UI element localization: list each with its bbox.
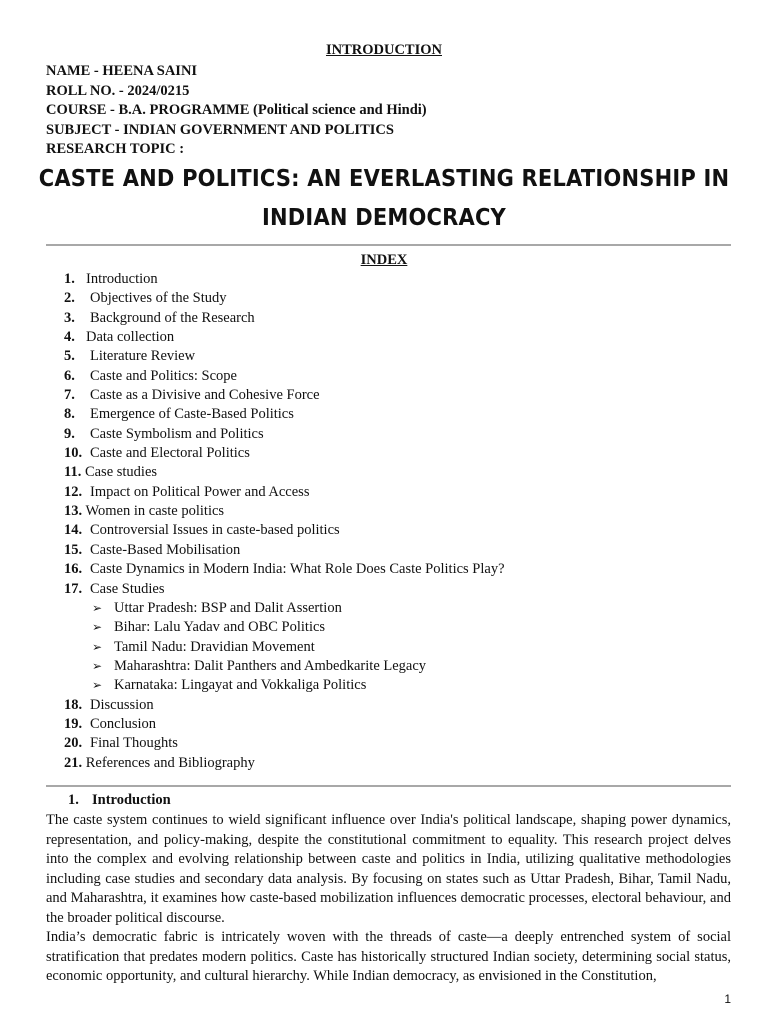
case-study-label: Karnataka: Lingayat and Vokkaliga Politics (114, 677, 367, 694)
index-item-label: Emergence of Caste-Based Politics (90, 406, 294, 423)
index-item-number: 20. (64, 735, 83, 752)
research-title-line-1: CASTE AND POLITICS: AN EVERLASTING RELATIONSHIP IN (38, 165, 730, 192)
index-item-label: Caste-Based Mobilisation (90, 541, 241, 558)
case-study-item (92, 599, 505, 618)
case-study-label: Tamil Nadu: Dravidian Movement (114, 638, 315, 655)
index-item (64, 386, 505, 405)
index-item-label: Objectives of the Study (90, 290, 227, 307)
index-item (64, 328, 505, 347)
index-item (64, 347, 505, 366)
arrow-bullet-icon: ➢ (92, 658, 103, 673)
index-item (64, 580, 505, 696)
section-heading-introduction (68, 792, 171, 809)
index-heading: INDEX (360, 252, 408, 268)
subject-name: SUBJECT - INDIAN GOVERNMENT AND POLITICS (46, 121, 394, 138)
index-item-label: Caste and Politics: Scope (90, 367, 237, 384)
index-item (64, 444, 505, 463)
index-item-number: 8. (64, 406, 75, 423)
introduction-heading: INTRODUCTION (325, 42, 442, 58)
index-item (64, 521, 505, 540)
index-item-label: Conclusion (90, 715, 157, 732)
index-item-label: Case studies (84, 464, 158, 481)
index-item-number: 19. (64, 715, 83, 732)
paragraph-1: The caste system continues to wield significant influence over India's political landscape, shaping power dynamics, representation, and policy-making, despite the constitutional commitment to equality. This research project delves into the complex and evolving relationship between caste and politics in India, utilizing qualitative methodologies including case studies and secondary data analysis. By focusing on states such as Uttar Pradesh, Bihar, Tamil Nadu, and Maharashtra, it examines how caste-based mobilization influences democratic processes, electoral behaviour, and the broader political discourse. (46, 812, 731, 926)
case-study-item (92, 676, 505, 695)
section-title: Introduction (92, 792, 171, 808)
index-item-label: Final Thoughts (90, 735, 178, 752)
index-item (64, 541, 505, 560)
index-item (64, 405, 505, 424)
index-item (64, 754, 505, 773)
index-item-number: 13. (64, 503, 83, 520)
case-study-label: Bihar: Lalu Yadav and OBC Politics (114, 619, 326, 636)
index-item (64, 425, 505, 444)
section-number: 1. (68, 792, 79, 808)
arrow-bullet-icon: ➢ (92, 600, 103, 615)
index-item-label: Literature Review (90, 348, 196, 365)
case-studies-sublist (64, 599, 505, 696)
index-item-label: Impact on Political Power and Access (90, 483, 310, 500)
index-list (64, 270, 505, 773)
research-title (0, 159, 768, 237)
index-item-label: References and Bibliography (85, 754, 255, 771)
index-item-number: 15. (64, 541, 83, 558)
research-title-line-2: INDIAN DEMOCRACY (262, 204, 506, 231)
arrow-bullet-icon: ➢ (92, 639, 103, 654)
index-item-number: 3. (64, 309, 75, 326)
index-item-label: Discussion (90, 696, 154, 713)
index-item (64, 715, 505, 734)
case-study-item (92, 657, 505, 676)
index-item-number: 4. (64, 329, 75, 346)
index-item-label: Background of the Research (90, 309, 255, 326)
case-study-item (92, 638, 505, 657)
index-item (64, 309, 505, 328)
arrow-bullet-icon: ➢ (92, 620, 103, 635)
case-study-item (92, 618, 505, 637)
case-study-label: Maharashtra: Dalit Panthers and Ambedkarite Legacy (114, 657, 427, 674)
index-item (64, 270, 505, 289)
divider-bottom (46, 785, 731, 787)
index-item-number: 18. (64, 696, 83, 713)
index-item (64, 289, 505, 308)
index-item-number: 11. (64, 464, 82, 481)
index-item (64, 696, 505, 715)
index-item (64, 463, 505, 482)
index-item-label: Women in caste politics (85, 503, 225, 520)
index-item (64, 502, 505, 521)
student-name: NAME - HEENA SAINI (46, 63, 198, 79)
index-item-number: 14. (64, 522, 83, 539)
index-item (64, 367, 505, 386)
index-item-number: 9. (64, 425, 75, 442)
index-item-number: 10. (64, 445, 83, 462)
index-item-number: 6. (64, 367, 75, 384)
course-name: COURSE - B.A. PROGRAMME (Political science and Hindi) (46, 102, 427, 118)
index-item (64, 734, 505, 753)
index-item-number: 5. (64, 348, 75, 365)
index-item-label: Controversial Issues in caste-based politics (90, 522, 340, 539)
index-item (64, 483, 505, 502)
index-item-label: Caste Symbolism and Politics (90, 425, 264, 442)
research-topic-label: RESEARCH TOPIC : (46, 141, 185, 157)
index-item-number: 21. (64, 754, 83, 771)
index-item-label: Introduction (86, 271, 158, 287)
section-body (46, 811, 731, 987)
divider-top (46, 244, 731, 246)
paragraph-2: India’s democratic fabric is intricately woven with the threads of caste—a deeply entrenched system of social stratification that predates modern politics. Caste has historically structured Indian society, determining social status, economic opportunity, and cultural hierarchy. While Indian democracy, as envisioned in the Constitution, (46, 929, 731, 984)
page-number: 1 (724, 992, 731, 1006)
index-item-number: 17. (64, 580, 83, 597)
case-study-label: Uttar Pradesh: BSP and Dalit Assertion (114, 599, 342, 616)
index-item-number: 12. (64, 483, 83, 500)
index-item (64, 560, 505, 579)
roll-number: ROLL NO. - 2024/0215 (46, 82, 190, 99)
index-item-label: Case Studies (90, 580, 165, 597)
arrow-bullet-icon: ➢ (92, 678, 103, 693)
index-item-label: Caste and Electoral Politics (90, 445, 250, 462)
index-item-number: 2. (64, 290, 75, 307)
index-item-number: 16. (64, 561, 83, 578)
index-item-label: Caste Dynamics in Modern India: What Role Does Caste Politics Play? (90, 561, 505, 578)
index-item-number: 1. (64, 271, 75, 287)
index-item-number: 7. (64, 387, 75, 404)
student-details (46, 62, 427, 160)
index-item-label: Data collection (86, 329, 175, 346)
index-item-label: Caste as a Divisive and Cohesive Force (90, 387, 320, 404)
